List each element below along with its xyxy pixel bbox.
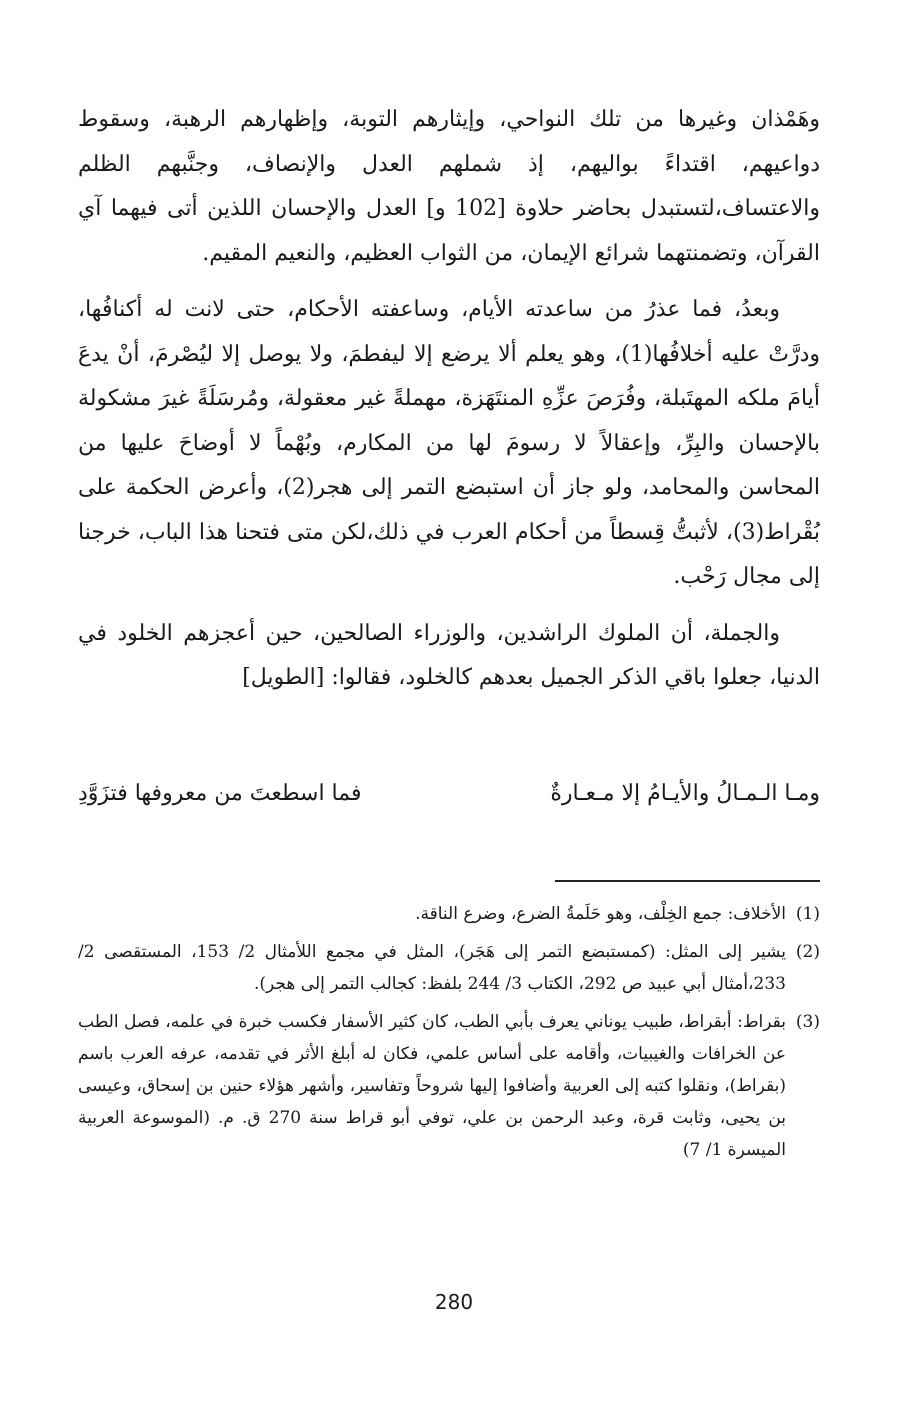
verse-second-hemistich: فما اسطعتَ من معروفها فتزَوَّدِ: [78, 781, 362, 806]
footnote-separator: [555, 880, 820, 882]
footnote-text: يشير إلى المثل: (كمستبضع التمر إلى هَجَر)، المثل في مجمع اللأمثال 2/ 153، المستقصى 2/ 233،أمثال أبي عبيد ص 292، الكتاب 3/ 244 بلفظ: كجالب التمر إلى هجر).: [78, 942, 786, 994]
footnote-text: بقراط: أبقراط، طبيب يوناني يعرف بأبي الطب، كان كثير الأسفار فكسب خبرة في علمه، فصل الطب عن الخرافات والغيبيات، وأقامه على أساس علمي، فكان له أبلغ الأثر في تقدمه، عرفه العرب باسم (بقراط)، ونقلوا كتبه إلى العربية وأضافوا إليها شروحاً وتفاسير، وأشهر هؤلاء حنين بن إسحاق، وعيسى بن يحيى، وثابت قرة، وعبد الرحمن بن علي، توفي أبو قراط سنة 270 ق. م. (الموسوعة العربية الميسرة 1/ 7): [78, 1012, 786, 1160]
footnote-number: (3): [795, 1012, 820, 1032]
footnote-number: (1): [795, 904, 820, 924]
paragraph-1: وهَمْذان وغيرها من تلك النواحي، وإيثارهم التوبة، وإظهارهم الرهبة، وسقوط دواعيهم، اقتداءً بواليهم، إذ شملهم العدل والإنصاف، وجنَّبهم الظلم والاعتساف،لتستبدل بحاضر حلاوة [102 و] العدل والإحسان اللذين أتى فيهما آي القرآن، وتضمنتهما شرائع الإيمان، من الثواب العظيم، والنعيم المقيم.: [78, 107, 820, 266]
paragraph-3: والجملة، أن الملوك الراشدين، والوزراء الصالحين، حين أعجزهم الخلود في الدنيا، جعلوا باقي الذكر الجميل بعدهم كالخلود، فقالوا: [الطويل]: [78, 620, 820, 690]
footnote-number: (2): [795, 942, 820, 962]
poetry-verse: [78, 772, 820, 818]
footnotes: [78, 898, 820, 1172]
footnote-text: الأخلاف: جمع الخِلْف، وهو حَلَمةُ الضرع، وضرع الناقة.: [415, 904, 786, 924]
main-text-block: [78, 98, 820, 713]
footnote-2: [78, 936, 820, 1000]
footnote-1: [78, 898, 820, 930]
page-number: 280: [434, 1290, 474, 1314]
paragraph-2: وبعدُ، فما عذرُ من ساعدته الأيام، وساعفته الأحكام، حتى لانت له أكنافُها، ودرَّتْ عليه أخلافُها(1)، وهو يعلم ألا يرضع إلا ليفطمَ، ولا يوصل إلا ليُصْرمَ، أنْ يدعَ أيامَ ملكه المهتَبلة، وفُرَصَ عزِّهِ المنتَهَزة، مهملةً غير معقولة، ومُرسَلَةً غيرَ مشكولة بالإحسان والبِرِّ، وإعقالاً لا رسومَ لها من المكارم، وبُهْماً لا أوضاحَ عليها من المحاسن والمحامد، ولو جاز أن استبضع التمر إلى هجر(2)، وأعرض الحكمة على بُقْراط(3)، لأثبتُّ قِسطاً من أحكام العرب في ذلك،لكن متى فتحنا هذا الباب، خرجنا إلى مجال رَحْب.: [78, 297, 821, 589]
verse-first-hemistich: ومـا الـمـالُ والأيـامُ إلا مـعـارةٌ: [550, 781, 820, 806]
footnote-3: [78, 1006, 820, 1166]
